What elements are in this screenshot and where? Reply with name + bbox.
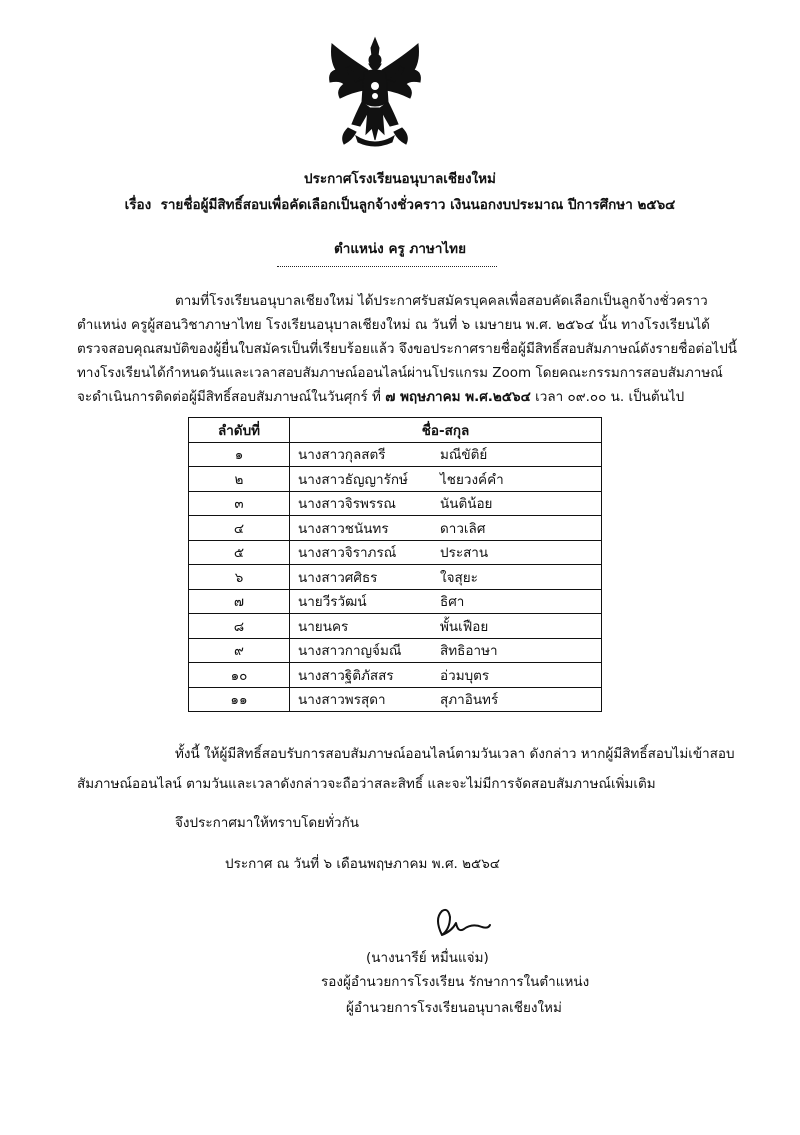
paragraph-line: ตามที่โรงเรียนอนุบาลเชียงใหม่ ได้ประกาศรับสมัครบุคคลเพื่อสอบคัดเลือกเป็นลูกจ้างชั่วคราว — [175, 293, 708, 309]
interview-prefix: จะดำเนินการติดต่อผู้มีสิทธิ์สอบสัมภาษณ์ในวันศุกร์ ที่ — [77, 389, 381, 405]
first-name: นางสาวฐิติภัสสร — [298, 667, 394, 684]
row-number: ๑๑ — [189, 687, 290, 712]
announcement-title: ประกาศโรงเรียนอนุบาลเชียงใหม่ — [304, 171, 496, 187]
row-fullname — [290, 565, 602, 590]
table-row — [189, 614, 602, 639]
last-name: สิทธิอาษา — [440, 643, 498, 660]
first-name: นางสาวชนันทร — [298, 520, 389, 537]
dotted-divider — [277, 266, 497, 267]
announcement-subject — [0, 193, 800, 215]
interview-date: ๗ พฤษภาคม พ.ศ.๒๕๖๔ — [385, 389, 531, 405]
table-row — [189, 589, 602, 614]
last-name: ธิศา — [440, 594, 465, 611]
subject-text: รายชื่อผู้มีสิทธิ์สอบเพื่อคัดเลือกเป็นลูกจ้างชั่วคราว เงินนอกงบประมาณ ปีการศึกษา ๒๕๖๔ — [160, 197, 676, 213]
row-fullname — [290, 614, 602, 639]
table-header-row — [189, 418, 602, 443]
row-fullname — [290, 687, 602, 712]
row-fullname — [290, 442, 602, 467]
row-number: ๔ — [189, 516, 290, 541]
subject-label: เรื่อง — [124, 197, 152, 213]
last-name: มณีขัติย์ — [440, 447, 488, 464]
row-number: ๓ — [189, 491, 290, 516]
last-name: นันติน้อย — [440, 496, 493, 513]
signer-name: (นางนารีย์ หมื่นแจ่ม) — [366, 950, 489, 966]
row-number: ๙ — [189, 638, 290, 663]
paragraph-line: ทางโรงเรียนได้กำหนดวันและเวลาสอบสัมภาษณ์ออนไลน์ผ่านโปรแกรม Zoom โดยคณะกรรมการสอบสัมภาษณ์ — [77, 365, 723, 381]
first-name: นางสาวพรสุดา — [298, 692, 386, 709]
paragraph-line: ทั้งนี้ ให้ผู้มีสิทธิ์สอบรับการสอบสัมภาษณ์ออนไลน์ตามวันเวลา ดังกล่าว หากผู้มีสิทธิ์สอบไม่เข้าสอบ — [175, 746, 735, 762]
interview-time: เวลา ๐๙.๐๐ น. เป็นต้นไป — [535, 389, 685, 405]
row-number: ๗ — [189, 589, 290, 614]
position-heading: ตำแหน่ง ครู ภาษาไทย — [333, 241, 466, 257]
first-name: นางสาวกุลสตรี — [298, 447, 386, 464]
first-name: นางสาวกาญจ์มณี — [298, 643, 402, 660]
first-name: นางสาวจิราภรณ์ — [298, 545, 397, 562]
row-number: ๘ — [189, 614, 290, 639]
paragraph-line: สัมภาษณ์ออนไลน์ ตามวันและเวลาดังกล่าวจะถือว่าสละสิทธิ์ และจะไม่มีการจัดสอบสัมภาษณ์เพิ่มเติม — [77, 776, 656, 792]
row-fullname — [290, 540, 602, 565]
row-fullname — [290, 516, 602, 541]
first-name: นางสาวธัญญารักษ์ — [298, 471, 408, 488]
row-number: ๑๐ — [189, 663, 290, 688]
row-number: ๖ — [189, 565, 290, 590]
closing-line: จึงประกาศมาให้ทราบโดยทั่วกัน — [175, 815, 359, 831]
table-row — [189, 687, 602, 712]
paragraph-line: ตรวจสอบคุณสมบัติของผู้ยื่นใบสมัครเป็นที่เรียบร้อยแล้ว จึงขอประกาศรายชื่อผู้มีสิทธิ์สอบสัมภาษณ์ดังรายชื่อต่อไปนี้ — [77, 341, 738, 357]
row-number: ๑ — [189, 442, 290, 467]
first-name: นางสาวจิรพรรณ — [298, 496, 396, 513]
table-row — [189, 491, 602, 516]
first-name: นายนคร — [298, 618, 349, 635]
signer-organization: ผู้อำนวยการโรงเรียนอนุบาลเชียงใหม่ — [346, 1000, 562, 1016]
table-row — [189, 663, 602, 688]
table-row — [189, 565, 602, 590]
last-name: สุภาอินทร์ — [440, 692, 499, 709]
row-number: ๕ — [189, 540, 290, 565]
paragraph-line — [77, 385, 684, 407]
table-row — [189, 442, 602, 467]
garuda-emblem-icon — [326, 36, 424, 148]
last-name: ใจสุยะ — [440, 569, 478, 586]
last-name: พั้นเฟือย — [440, 618, 489, 635]
last-name: ดาวเลิศ — [440, 520, 486, 537]
row-fullname — [290, 589, 602, 614]
table-row — [189, 638, 602, 663]
last-name: อ่วมบุตร — [440, 667, 490, 684]
table-row — [189, 540, 602, 565]
row-fullname — [290, 467, 602, 492]
column-header-name: ชื่อ-สกุล — [290, 418, 602, 443]
signer-title: รองผู้อำนวยการโรงเรียน รักษาการในตำแหน่ง — [321, 974, 590, 990]
table-row — [189, 467, 602, 492]
row-fullname — [290, 663, 602, 688]
first-name: นางสาวศศิธร — [298, 569, 378, 586]
candidate-table — [188, 417, 602, 712]
announcement-date: ประกาศ ณ วันที่ ๖ เดือนพฤษภาคม พ.ศ. ๒๕๖๔ — [225, 856, 500, 872]
table-row — [189, 516, 602, 541]
row-number: ๒ — [189, 467, 290, 492]
handwritten-signature — [428, 905, 492, 941]
paragraph-line: ตำแหน่ง ครูผู้สอนวิชาภาษาไทย โรงเรียนอนุบาลเชียงใหม่ ณ วันที่ ๖ เมษายน พ.ศ. ๒๕๖๔ นั้น ทางโรงเรียนได้ — [77, 317, 710, 333]
last-name: ประสาน — [440, 545, 489, 562]
first-name: นายวีรวัฒน์ — [298, 594, 367, 611]
last-name: ไชยวงค์คำ — [440, 471, 504, 488]
row-fullname — [290, 491, 602, 516]
column-header-number: ลำดับที่ — [189, 418, 290, 443]
row-fullname — [290, 638, 602, 663]
